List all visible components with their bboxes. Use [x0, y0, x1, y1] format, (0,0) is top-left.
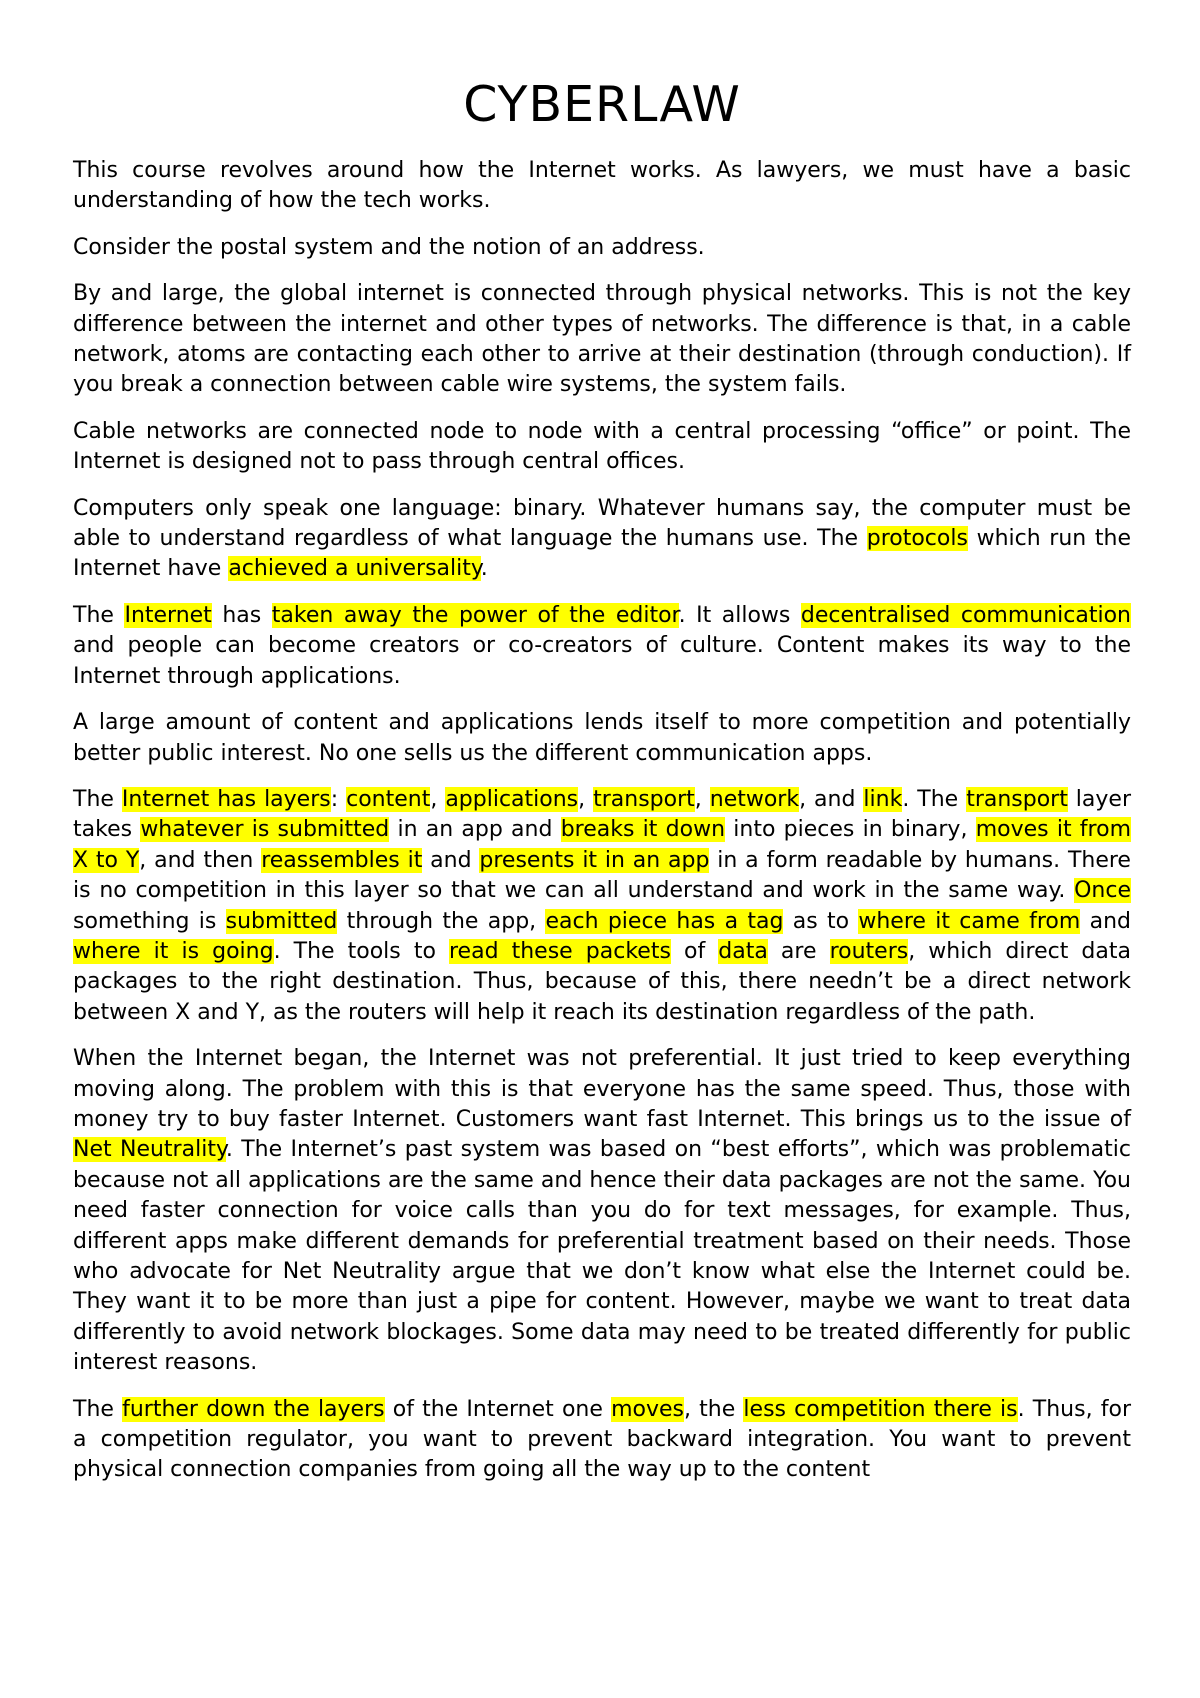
- text-run: :: [330, 786, 347, 812]
- text-run: of the Internet one: [384, 1396, 612, 1422]
- highlighted-text: moves: [611, 1396, 684, 1422]
- highlighted-text: where it came from: [858, 908, 1081, 934]
- text-run: as to: [783, 908, 859, 934]
- text-run: By and large, the global internet is connected through physical networks. This is not the key difference between the internet and other types of networks. The difference is that, in a cable network, atoms are contacting each other to arrive at their destination (through conduction). If you break a connection between cable wire systems, the system fails.: [73, 281, 1131, 398]
- text-run: through the app,: [337, 908, 546, 934]
- text-run: Cable networks are connected node to node with a central processing “office” or point. The Internet is designed not to pass through central offices.: [73, 418, 1131, 475]
- highlighted-text: link: [863, 786, 903, 812]
- highlighted-text: further down the layers: [122, 1396, 385, 1422]
- text-run: , and: [799, 786, 864, 812]
- highlighted-text: Once: [1074, 878, 1131, 904]
- paragraph: [73, 156, 1131, 217]
- text-run: into pieces in binary,: [725, 817, 976, 843]
- highlighted-text: breaks it down: [560, 817, 726, 843]
- text-run: in an app and: [389, 817, 561, 843]
- text-run: ,: [578, 786, 594, 812]
- highlighted-text: protocols: [866, 526, 968, 552]
- text-run: ,: [694, 786, 710, 812]
- text-run: Computers only speak one language: binary. Whatever humans say, the computer must be able to understand regardless of what language the humans use. The: [73, 495, 1131, 552]
- highlighted-text: reassembles it: [261, 847, 423, 873]
- text-run: are: [767, 938, 830, 964]
- text-run: , and then: [139, 847, 262, 873]
- highlighted-text: taken away the power of the editor: [271, 602, 679, 628]
- text-run: has: [211, 602, 272, 628]
- text-run: and people can become creators or co-creators of culture. Content makes its way to the Internet through applications.: [73, 633, 1131, 689]
- paragraph: [73, 417, 1131, 478]
- text-run: .: [480, 556, 488, 582]
- text-run: This course revolves around how the Internet works. As lawyers, we must have a basic understanding of how the tech works.: [73, 158, 1131, 214]
- text-run: . Thus, for a competition regulator, you want to prevent backward integration. You want to prevent physical connection companies from going all the way up to the content: [73, 1396, 1131, 1483]
- highlighted-text: Internet: [124, 602, 212, 628]
- highlighted-text: moves it from X to Y: [73, 817, 1132, 873]
- paragraph: [73, 1044, 1131, 1378]
- text-run: , which direct data packages to the right destination. Thus, because of this, there needn’t be a direct network between X and Y, as the routers will help it reach its destination regardless of the path.: [73, 938, 1131, 1025]
- paragraph: [73, 233, 1131, 263]
- paragraph: [73, 494, 1131, 585]
- document-body: [73, 156, 1131, 1486]
- highlighted-text: content: [346, 786, 431, 812]
- highlighted-text: achieved a universality: [228, 556, 481, 582]
- text-run: which run the Internet have: [73, 526, 1131, 582]
- highlighted-text: applications: [445, 786, 579, 812]
- text-run: . It allows: [678, 602, 801, 628]
- text-run: ,: [430, 786, 446, 812]
- text-run: something is: [73, 908, 226, 934]
- text-run: Consider the postal system and the notion of an address.: [73, 234, 705, 260]
- highlighted-text: network: [709, 786, 800, 812]
- highlighted-text: decentralised communication: [800, 602, 1131, 628]
- paragraph: [73, 1395, 1131, 1486]
- highlighted-text: where it is going: [73, 938, 274, 964]
- text-run: . The Internet’s past system was based on “best efforts”, which was problematic because not all applications are the same and hence their data packages are not the same. You need faster connection for voice calls than you do for text messages, for example. Thus, different apps make different demands for preferential treatment based on their needs. Those who advocate for Net Neutrality argue that we don’t know what else the Internet could be. They want it to be more than just a pipe for content. However, maybe we want to treat data differently to avoid network blockages. Some data may need to be treated differently for public interest reasons.: [73, 1137, 1131, 1376]
- highlighted-text: whatever is submitted: [140, 817, 390, 843]
- text-run: . The: [902, 786, 967, 812]
- text-run: A large amount of content and applications lends itself to more competition and potentially better public interest. No one sells us the different communication apps.: [73, 710, 1131, 766]
- highlighted-text: transport: [593, 786, 695, 812]
- highlighted-text: less competition there is: [743, 1396, 1018, 1422]
- text-run: and: [422, 847, 480, 873]
- document-title: CYBERLAW: [463, 76, 741, 133]
- text-run: and: [1080, 908, 1132, 934]
- highlighted-text: data: [718, 938, 768, 964]
- highlighted-text: presents it in an app: [479, 847, 710, 873]
- paragraph: [73, 279, 1131, 401]
- paragraph: [73, 708, 1131, 769]
- text-run: When the Internet began, the Internet was not preferential. It just tried to keep everything moving along. The problem with this is that everyone has the same speed. Thus, those with money try to buy faster Internet. Customers want fast Internet. This brings us to the issue of: [73, 1046, 1131, 1132]
- text-run: in a form readable by humans. There is no competition in this layer so that we can all understand and work in the same way.: [73, 847, 1131, 904]
- text-run: The: [73, 786, 122, 812]
- highlighted-text: each piece has a tag: [545, 908, 784, 934]
- text-run: of: [670, 938, 719, 964]
- highlighted-text: routers: [829, 938, 909, 964]
- text-run: layer takes: [73, 786, 1132, 843]
- text-run: The: [73, 602, 125, 628]
- text-run: . The tools to: [273, 938, 449, 964]
- text-run: , the: [683, 1396, 744, 1422]
- paragraph: [73, 785, 1131, 1028]
- highlighted-text: Internet has layers: [121, 786, 331, 812]
- paragraph: [73, 601, 1131, 692]
- highlighted-text: submitted: [225, 908, 338, 934]
- highlighted-text: read these packets: [448, 938, 671, 964]
- highlighted-text: Net Neutrality: [73, 1137, 226, 1163]
- text-run: The: [73, 1396, 123, 1422]
- highlighted-text: transport: [966, 786, 1068, 812]
